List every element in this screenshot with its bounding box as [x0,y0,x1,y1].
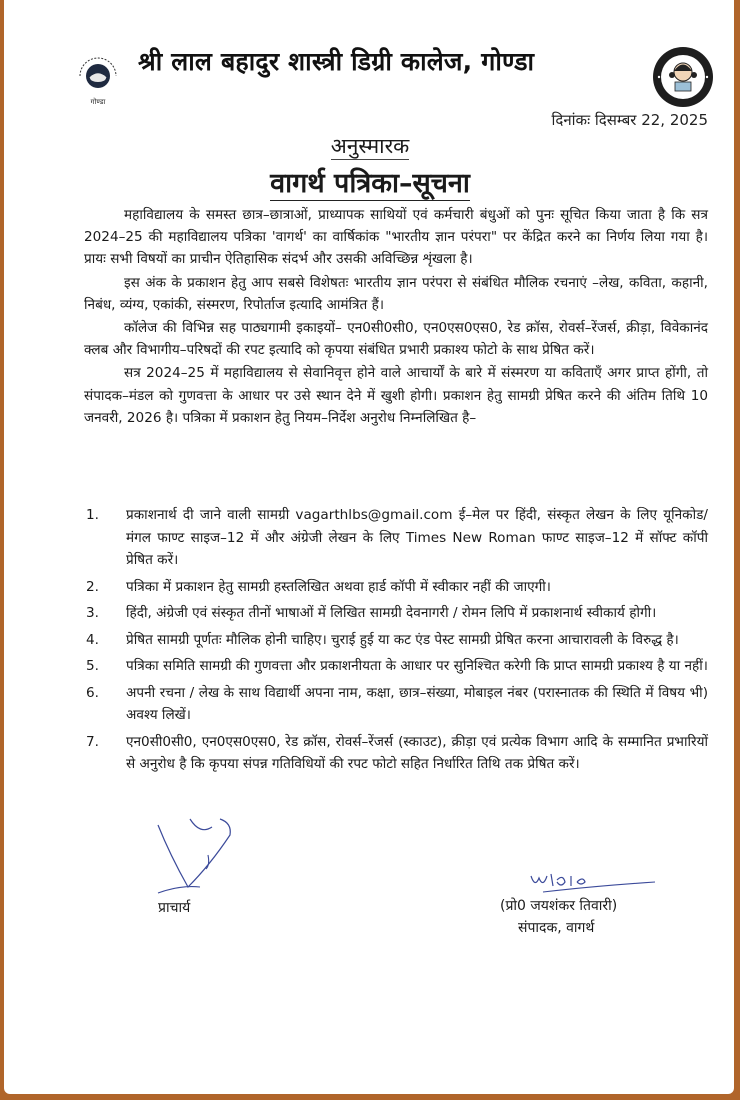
rule-item [84,576,708,599]
subtitle-text: अनुस्मारक [330,134,410,158]
rule-item [84,602,708,625]
rule-item [84,504,708,572]
rule-number: 1. [86,507,99,523]
beti-padhao-logo [650,44,716,110]
principal-signature [150,815,270,905]
title-text: वागर्थ पत्रिका–सूचना [270,168,470,199]
rule-text: प्रकाशनार्थ दी जाने वाली सामग्री vagarthlbs@gmail.com ई–मेल पर हिंदी, संस्कृत लेखन के लिए यूनिकोड/मंगल फाण्ट साइज–12 में और अंग्रेजी लेखन के लिए Times New Roman फाण्ट साइज–12 में सॉफ्ट कॉपी प्रेषित करें। [126,507,708,568]
notice-title [0,163,740,200]
rule-number: 2. [86,578,99,595]
rule-text: हिंदी, अंग्रेजी एवं संस्कृत तीनों भाषाओं में लिखित सामग्री देवनागरी / रोमन लिपि में प्रकाशनार्थ स्वीकार्य होगी। [126,605,657,621]
logo-caption: गोण्डा [90,98,106,106]
college-name: श्री लाल बहादुर शास्त्री डिग्री कालेज, गोण्डा [138,47,535,76]
editor-role: संपादक, वागर्थ [518,920,595,936]
college-emblem-logo [70,52,126,108]
notice-subtitle [0,132,740,160]
rule-text: प्रेषित सामग्री पूर्णतः मौलिक होनी चाहिए। चुराई हुई या कट एंड पेस्ट सामग्री प्रेषित करना आचारावली के विरुद्ध है। [126,631,679,648]
paragraph: कॉलेज की विभिन्न सह पाठ्यगामी इकाइयों– एन0सी0सी0, एन0एस0एस0, रेड क्रॉस, रोवर्स–रेंजर्स, क्रीड़ा, विवेकानंद क्लब और विभागीय–परिषदों की रपट इत्यादि को कृपया संबंधित प्रभारी प्रकाश्य फोटो के साथ प्रेषित करें। [84,320,708,359]
rule-number: 5. [86,658,99,674]
principal-title: प्राचार्य [158,900,191,916]
rule-text: एन0सी0सी0, एन0एस0एस0, रेड क्रॉस, रोवर्स–रेंजर्स (स्काउट), क्रीड़ा एवं प्रत्येक विभाग आदि के सम्मानित प्रभारियों से अनुरोध है कि कृपया संपन्न गतिविधियों की रपट फोटो सहित निर्धारित तिथि तक प्रेषित करें। [126,733,708,772]
paragraph: महाविद्यालय के समस्त छात्र–छात्राओं, प्राध्यापक साथियों एवं कर्मचारी बंधुओं को पुनः सूचित किया जाता है कि सत्र 2024–25 की महाविद्यालय पत्रिका 'वागर्थ' का वार्षिकांक "भारतीय ज्ञान परंपरा" पर केंद्रित करने का निर्णय लिया गया है। प्रायः सभी विषयों का प्राचीन ऐतिहासिक संदर्भ और उसकी अविच्छिन्न शृंखला है। [84,207,708,268]
notice-date: दिनांकः दिसम्बर 22, 2025 [551,111,708,129]
rule-number: 7. [86,733,99,750]
rule-item [84,731,708,776]
paragraph: सत्र 2024–25 में महाविद्यालय से सेवानिवृत्त होने वाले आचार्यों के बारे में संस्मरण या कविताएँ अगर प्राप्त होंगी, तो संपादक–मंडल को गुणवत्ता के आधार पर उसे स्थान देने में खुशी होगी। प्रकाशन हेतु सामग्री प्रेषित करने की अंतिम तिथि 10 जनवरी, 2026 है। पत्रिका में प्रकाशन हेतु नियम–निर्देश अनुरोध निम्नलिखित है– [84,365,708,426]
rule-item [84,629,708,652]
rule-text: पत्रिका में प्रकाशन हेतु सामग्री हस्तलिखित अथवा हार्ड कॉपी में स्वीकार नहीं की जाएगी। [126,578,551,595]
rule-number: 3. [86,605,99,621]
notice-body [84,204,708,429]
rule-text: अपनी रचना / लेख के साथ विद्यार्थी अपना नाम, कक्षा, छात्र–संख्या, मोबाइल नंबर (परास्नातक की स्थिति में विषय भी) अवश्य लिखें। [126,684,708,723]
rule-item [84,655,708,678]
rules-list [84,504,708,780]
paragraph: इस अंक के प्रकाशन हेतु आप सबसे विशेषतः भारतीय ज्ञान परंपरा से संबंधित मौलिक रचनाएं –लेख, कविता, कहानी, निबंध, व्यंग्य, एकांकी, संस्मरण, रिपोर्ताज इत्यादि आमंत्रित हैं। [84,274,708,313]
rule-number: 6. [86,684,99,701]
editor-name: (प्रो0 जयशंकर तिवारी) [500,898,618,914]
editor-signature [525,868,665,896]
rule-number: 4. [86,631,99,648]
rule-text: पत्रिका समिति सामग्री की गुणवत्ता और प्रकाशनीयता के आधार पर सुनिश्चित करेगी कि प्राप्त सामग्री प्रकाश्य है या नहीं। [126,658,708,674]
rule-item [84,682,708,727]
